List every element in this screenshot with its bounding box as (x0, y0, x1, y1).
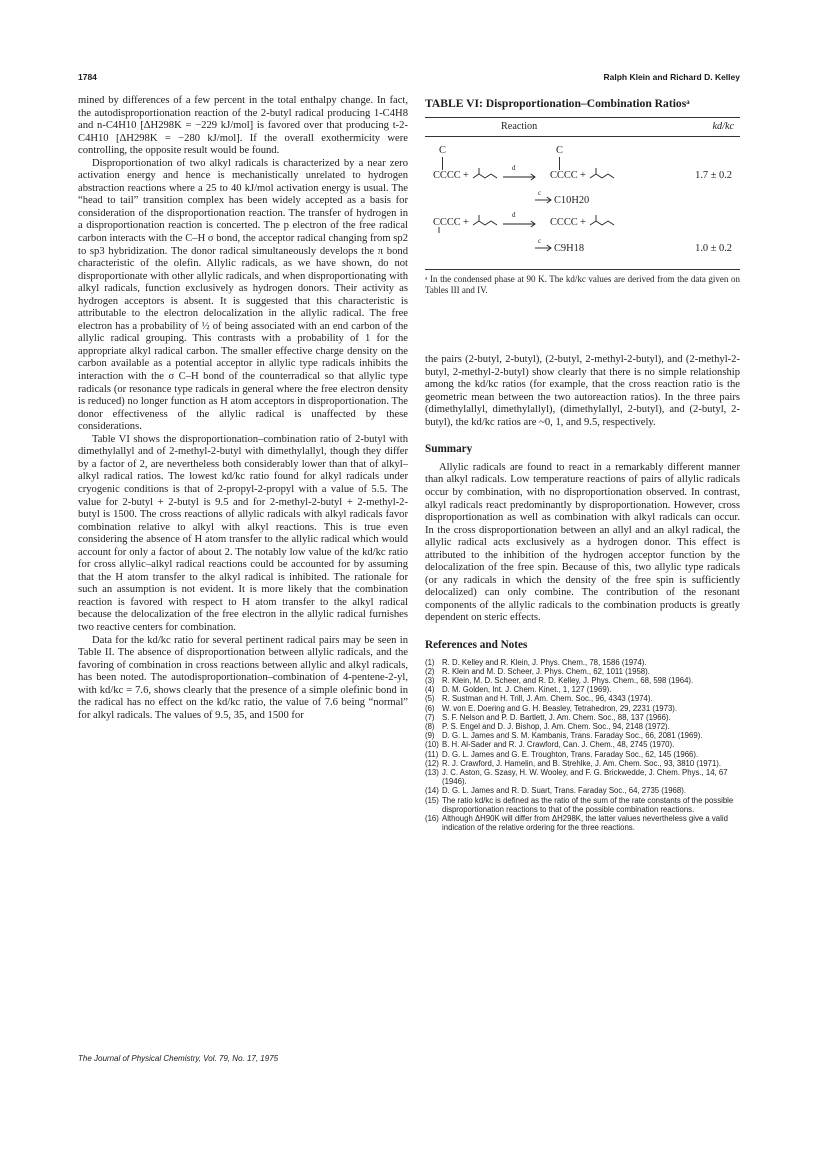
dimethylallyl-zigzag-icon (473, 174, 497, 178)
r1-branch-right: C (556, 145, 563, 157)
diene-zigzag-icon-2 (590, 221, 614, 225)
summary-heading: Summary (425, 443, 473, 456)
reference-item: (8) P. S. Engel and D. J. Bishop, J. Am. Chem. Soc., 94, 2148 (1972). (425, 722, 670, 731)
reference-item: (12) R. J. Crawford, J. Hamelin, and B. Strehlke, J. Am. Chem. Soc., 93, 3810 (1971). (425, 758, 722, 768)
reference-list (425, 658, 740, 833)
reference-item: (11) D. G. L. James and G. E. Troughton, Trans. Faraday Soc., 62, 145 (1966). (425, 749, 699, 759)
reference-item: (7) S. F. Nelson and P. D. Bartlett, J. Am. Chem. Soc., 88, 137 (1966). (425, 712, 671, 722)
reference-item: (9) D. G. L. James and S. M. Kambanis, Trans. Faraday Soc., 66, 2081 (1969). (425, 731, 703, 741)
table-header-row (425, 118, 740, 137)
r1-arrow-label: d (512, 164, 516, 173)
reference-item: (13) J. C. Aston, G. Szasy, H. W. Wooley, and F. G. Brickwedde, J. Chem. Phys., 14, 67 (1946). (425, 768, 728, 787)
table-rule-bottom (425, 269, 740, 270)
paragraph: Data for the kd/kc ratio for several pertinent radical pairs may be seen in Table II. The absence of disproportionation between allylic radicals, and the favoring of combination in cross reactions between allylic and alkyl radicals, has been noted. The autodisproportionation–combination of 4-pentene-2-yl, with kd/kc = 7.6, shows clearly that the presence of a simple olefinic bond in the radical has no effect on the kd/kc ratio, the value of 7.6 being “normal” for alkyl radicals. The values of 9.5, 35, and 1500 for (78, 634, 408, 721)
table-title: TABLE VI: Disproportionation–Combination Ratiosᵃ (425, 97, 690, 110)
reaction-structures (425, 137, 740, 269)
left-column (78, 95, 408, 722)
reference-item: (6) W. von E. Doering and G. H. Beasley, Tetrahedron, 29, 2231 (1973). (425, 703, 678, 713)
r1-combination-product: C10H20 (554, 195, 590, 207)
paragraph: the pairs (2-butyl, 2-butyl), (2-butyl, 2-methyl-2-butyl), and (2-methyl-2-butyl, 2-methyl-2-butyl) show clearly that there is no simple relationship among the kd/kc ratios (for example, that the cross reaction ratio is the geometric mean between the two autoreaction ratios). In the three pairs (dimethylallyl, dimethylallyl), (dimethylallyl, 2-butyl), and (2-butyl, 2-butyl), the kd/kc ratios are ~0, 1, and 9.5, respectively. (425, 354, 740, 428)
reference-item: (2) R. Klein and M. D. Scheer, J. Phys. Chem., 62, 1011 (1958). (425, 666, 650, 676)
table-header-reaction: Reaction (501, 120, 538, 132)
table-body (425, 137, 740, 269)
reference-item: (1) R. D. Kelley and R. Klein, J. Phys. Chem., 78, 1586 (1974). (425, 657, 647, 667)
page-number: 1784 (78, 72, 97, 82)
right-column (425, 95, 740, 832)
summary-paragraph: Allylic radicals are found to react in a remarkably different manner than alkyl radicals. Low temperature reactions of pairs of allylic radicals occur by combination, with no disproportionation observed. In contrast, alkyl radicals react predominantly by disproportionation. However, cross disproportionation as well as combination with alkyl radicals can occur. In the cross disproportionation between an allyl and an alkyl radical, the allylic radical acts exclusively as a hydrogen donor. This effect is attributed to the inhibition of the hydrogen acceptor function by the delocalization of the free spin. Because of this, two allylic type radicals (or any radicals in which the density of the free spin is sufficiently delocalized) can only combine. The contribution of the resonant components of the allylic radicals to the combination products is greatly dependent on steric effects. (425, 461, 740, 624)
reference-item: (4) D. M. Golden, Int. J. Chem. Kinet., 1, 127 (1969). (425, 685, 612, 695)
r2-plus: + (463, 217, 469, 229)
r2-reactant: CCCC (433, 217, 461, 229)
reference-item: (15) The ratio kd/kc is defined as the ratio of the sum of the rate constants of the possible disproportionation reactions to that of the possible combination reactions. (425, 795, 734, 814)
r1-reactant: CCCC (433, 170, 461, 182)
r2-c-label: c (538, 237, 542, 246)
references-heading: References and Notes (425, 639, 528, 652)
r1-branch-left: C (439, 145, 446, 157)
r2-plus-2: + (580, 217, 586, 229)
r1-c-label: c (538, 189, 542, 198)
paragraph: Disproportionation of two alkyl radicals is characterized by a near zero activation energy and hence is mechanistically unrelated to hydrogen abstraction reactions where a 25 to 40 kJ/mol activation energy is usual. The “head to tail” transition complex has been widely accepted as a basis for consideration of the disproportionation reaction. The transfer of hydrogen in a disproportionation reaction is concerted. The p electron of the free radical carbon interacts with the C–H σ bond, the acceptor radical changing from sp2 to sp3 hybridization. The donor radical simultaneously develops the π bond characteristic of the olefin. Allylic radicals, as we have shown, do not disproportionate with other allylic radicals, and when disproportionating with alkyl radicals, function exclusively as hydrogen donors. Their activity as hydrogen acceptors is absent. It is suggested that this characteristic is attributable to the electron delocalization in the allylic radical. The free electron has a probability of ½ of being associated with an end carbon of the allylic radical grouping. This contrasts with a probability of 1 for the appropriate alkyl radical carbon. The smaller effective charge density on the carbon available as a potential acceptor in allylic type radicals inhibits the interaction with the σ C–H bond of the counterradical so that allylic type radicals (or resonance type radicals in general where the free electron density is reduced) no longer function as H atom acceptors in disproportionation. The donor effectiveness of the allylic radical is unaffected by these considerations. (78, 157, 408, 433)
diene-zigzag-icon (590, 174, 614, 178)
table-vi (425, 98, 740, 296)
reference-item: (5) R. Sustman and H. Trill, J. Am. Chem. Soc., 96, 4343 (1974). (425, 694, 653, 704)
r2-arrow-label: d (512, 211, 516, 220)
r2-combination-product: C9H18 (554, 243, 585, 255)
running-header-authors: Ralph Klein and Richard D. Kelley (603, 72, 740, 82)
paragraph: mined by differences of a few percent in the total enthalpy change. In fact, the autodisproportionation reaction of the 2-butyl radical producing 1-C4H8 and n-C4H10 [ΔH298K = −229 kJ/mol] is favored over that producing t-2-C4H10 [ΔH298K = −280 kJ/mol]. If the overall exothermicity were controlling, the opposite result would be found. (78, 95, 408, 157)
reference-item: (16) Although ΔH90K will differ from ΔH298K, the latter values nevertheless give a valid indication of the relative ordering for the three reactions. (425, 814, 728, 833)
r1-plus-2: + (580, 170, 586, 182)
r1-ratio-value: 1.7 ± 0.2 (695, 170, 732, 182)
r2-product: CCCC (550, 217, 578, 229)
r1-plus: + (463, 170, 469, 182)
reference-item: (3) R. Klein, M. D. Scheer, and R. D. Kelley, J. Phys. Chem., 68, 598 (1964). (425, 675, 694, 685)
table-header-ratio: kd/kc (712, 120, 734, 132)
paragraph: Table VI shows the disproportionation–combination ratio of 2-butyl with dimethylallyl and of 2-methyl-2-butyl with dimethylallyl, though they differ by a factor of 2, are nevertheless both considerably lower than that of alkyl–alkyl radical ratios. The lowest kd/kc ratio found for alkyl radicals under cryogenic conditions is that of 2-propyl-2-propyl with a value of 5.5. The value for 2-butyl + 2-butyl is 9.5 and for 2-methyl-2-butyl + 2-methyl-2-butyl is 1500. The cross reactions of allylic radicals with alkyl radicals favor combination relative to alkyl with alkyl reactions. This is true even considering the absence of H atom transfer to the allylic radical which would account for only a factor of about 2. The notably low value of the kd/kc ratio for cross allylic–alkyl radical reactions could be accounted for by assuming that the H atom transfer to the alkyl radical is inhibited. The rationale for such an assumption is not evident. It is more likely that the combination reaction is favored with respect to H atom transfer to the alkyl radical because the delocalization of the free electron in the allylic radical furnishes two reactive centers for combination. (78, 433, 408, 633)
reference-item: (10) B. H. Al-Sader and R. J. Crawford, Can. J. Chem., 48, 2745 (1970). (425, 740, 675, 750)
journal-footer: The Journal of Physical Chemistry, Vol. 79, No. 17, 1975 (78, 1054, 279, 1063)
reference-item: (14) D. G. L. James and R. D. Suart, Trans. Faraday Soc., 64, 2735 (1968). (425, 786, 686, 796)
table-footnote: ᵃ In the condensed phase at 90 K. The kd/kc values are derived from the data given on Tables III and IV. (425, 274, 740, 296)
r1-product: CCCC (550, 170, 578, 182)
dimethylallyl-zigzag-icon-2 (473, 221, 497, 225)
r2-ratio-value: 1.0 ± 0.2 (695, 243, 732, 255)
